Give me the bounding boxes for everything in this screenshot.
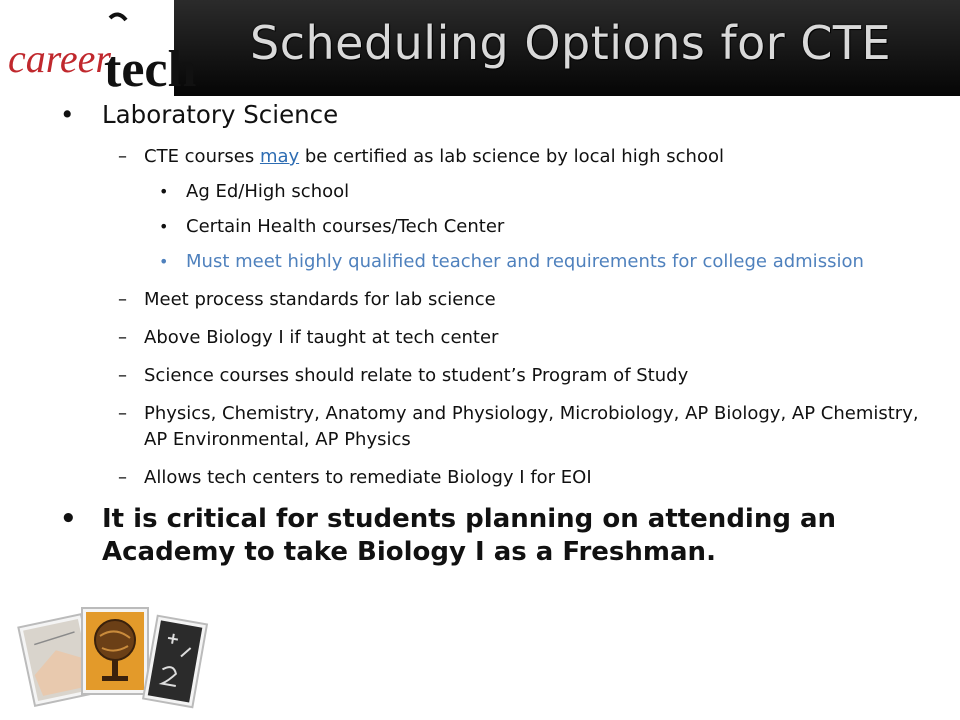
chalkboard-photo	[143, 616, 207, 707]
subitem-course-list	[60, 401, 940, 453]
dash-marker: –	[118, 146, 127, 167]
dash-marker: –	[118, 403, 127, 424]
bullet-dot: •	[60, 100, 75, 129]
slide-content	[60, 94, 940, 569]
bullet-dot: •	[60, 504, 77, 534]
bullet-dot: •	[159, 182, 169, 201]
globe-photo	[82, 608, 148, 694]
may-link[interactable]: may	[259, 146, 300, 167]
bullet-text: It is critical for students planning on attending an Academy to take Biology I as a Freshman.	[102, 504, 837, 567]
logo-text-tech: tech	[104, 41, 197, 98]
subitem-text: Above Biology I if taught at tech center	[144, 327, 499, 348]
subsubitem-ag-ed	[60, 179, 940, 205]
career-tech-logo	[0, 0, 197, 98]
dash-marker: –	[118, 365, 127, 386]
bullet-critical-biology	[60, 503, 940, 569]
logo-text-career: career	[8, 36, 111, 81]
subitem-process-standards	[60, 287, 940, 313]
dash-marker: –	[118, 327, 127, 348]
subitem-remediate-eoi	[60, 465, 940, 491]
slide-title: Scheduling Options for CTE	[250, 16, 892, 70]
logo-graphic	[6, 6, 197, 98]
subsubitem-text: Ag Ed/High school	[186, 181, 350, 202]
subitem-text: Physics, Chemistry, Anatomy and Physiology, Microbiology, AP Biology, AP Chemistry, AP Environmental, AP Physics	[144, 403, 919, 450]
subsubitem-highly-qualified	[60, 249, 940, 275]
subitem-above-biology	[60, 325, 940, 351]
dash-marker: –	[118, 467, 127, 488]
subitem-program-of-study	[60, 363, 940, 389]
subsubitem-text: Certain Health courses/Tech Center	[186, 216, 505, 237]
bullet-text: Laboratory Science	[102, 100, 339, 129]
classroom-photos-graphic	[18, 600, 208, 712]
bullet-laboratory-science	[60, 98, 940, 132]
subitem-text: Meet process standards for lab science	[144, 289, 496, 310]
subitem-text: Allows tech centers to remediate Biology I for EOI	[144, 467, 592, 488]
bullet-dot: •	[159, 252, 169, 271]
subitem-text-post: be certified as lab science by local high school	[299, 146, 724, 167]
subitem-text-pre: CTE courses	[144, 146, 260, 167]
bullet-dot: •	[159, 217, 169, 236]
subsubitem-text: Must meet highly qualified teacher and requirements for college admission	[186, 251, 864, 272]
subitem-text: Science courses should relate to student’s Program of Study	[144, 365, 689, 386]
subsubitem-health-courses	[60, 214, 940, 240]
dash-marker: –	[118, 289, 127, 310]
subitem-cte-courses	[60, 144, 940, 170]
